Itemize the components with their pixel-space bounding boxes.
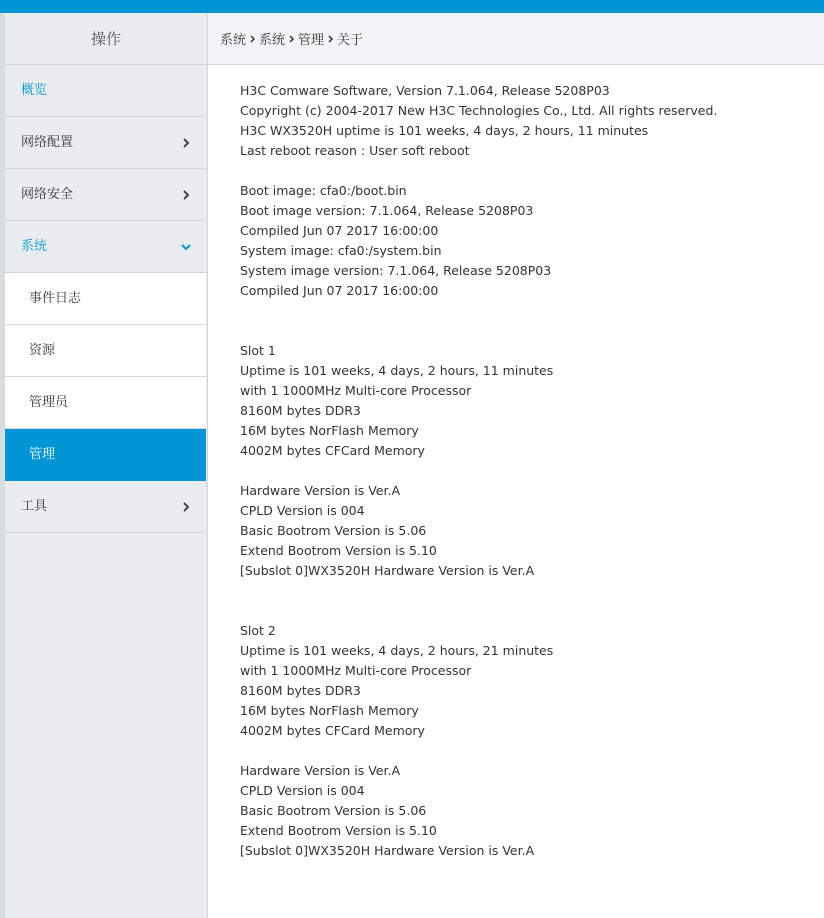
breadcrumb-separator-icon (326, 34, 335, 44)
sidebar-item-label: 概览 (21, 83, 48, 98)
info-line: Hardware Version is Ver.A (240, 763, 401, 778)
about-info-text (240, 81, 810, 861)
sidebar-item-7[interactable] (5, 429, 206, 481)
sidebar-item-8[interactable] (5, 481, 206, 533)
info-line: Slot 2 (240, 623, 276, 638)
info-line: System image: cfa0:/system.bin (240, 243, 442, 258)
sidebar-item-label: 网络配置 (21, 135, 74, 150)
info-line: CPLD Version is 004 (240, 783, 365, 798)
sidebar-edge (0, 13, 5, 918)
info-line: H3C Comware Software, Version 7.1.064, Release 5208P03 (240, 83, 610, 98)
info-line: CPLD Version is 004 (240, 503, 365, 518)
info-line (240, 601, 810, 621)
info-line: Uptime is 101 weeks, 4 days, 2 hours, 11 minutes (240, 363, 554, 378)
info-line (240, 301, 810, 321)
info-line: Compiled Jun 07 2017 16:00:00 (240, 223, 439, 238)
sidebar-item-2[interactable] (5, 169, 206, 221)
chevron-right-icon (180, 169, 192, 221)
sidebar-item-label: 资源 (29, 343, 56, 358)
info-line: Last reboot reason : User soft reboot (240, 143, 470, 158)
chevron-down-icon (180, 221, 192, 273)
breadcrumb-item-2[interactable]: 管理 (298, 33, 325, 48)
sidebar (0, 13, 208, 918)
info-line: Hardware Version is Ver.A (240, 483, 401, 498)
info-line: 4002M bytes CFCard Memory (240, 723, 425, 738)
breadcrumb-item-0[interactable]: 系统 (220, 33, 247, 48)
breadcrumb-item-3: 关于 (337, 33, 364, 48)
sidebar-item-0[interactable] (5, 65, 206, 117)
info-line: Slot 1 (240, 343, 276, 358)
info-line: 8160M bytes DDR3 (240, 683, 361, 698)
sidebar-item-4[interactable] (5, 273, 206, 325)
info-line: Basic Bootrom Version is 5.06 (240, 803, 427, 818)
sidebar-nav (5, 65, 206, 533)
info-line: H3C WX3520H uptime is 101 weeks, 4 days, 2 hours, 11 minutes (240, 123, 649, 138)
info-line: 4002M bytes CFCard Memory (240, 443, 425, 458)
info-line: Copyright (c) 2004-2017 New H3C Technologies Co., Ltd. All rights reserved. (240, 103, 718, 118)
info-line: Compiled Jun 07 2017 16:00:00 (240, 283, 439, 298)
info-line: Extend Bootrom Version is 5.10 (240, 823, 437, 838)
breadcrumb-separator-icon (248, 34, 257, 44)
info-line: System image version: 7.1.064, Release 5208P03 (240, 263, 552, 278)
sidebar-item-label: 工具 (21, 499, 48, 514)
chevron-right-icon (180, 481, 192, 533)
info-line (240, 581, 810, 601)
sidebar-item-label: 管理 (29, 447, 56, 462)
info-line: 8160M bytes DDR3 (240, 403, 361, 418)
info-line: Uptime is 101 weeks, 4 days, 2 hours, 21 minutes (240, 643, 554, 658)
breadcrumb-separator-icon (287, 34, 296, 44)
info-line (240, 161, 810, 181)
sidebar-item-label: 网络安全 (21, 187, 74, 202)
sidebar-item-6[interactable] (5, 377, 206, 429)
info-line: Basic Bootrom Version is 5.06 (240, 523, 427, 538)
breadcrumb (208, 13, 824, 65)
info-line: [Subslot 0]WX3520H Hardware Version is Ver.A (240, 843, 535, 858)
info-line: with 1 1000MHz Multi-core Processor (240, 383, 472, 398)
sidebar-item-3[interactable] (5, 221, 206, 273)
top-banner (0, 0, 824, 13)
info-line (240, 461, 810, 481)
info-line: Extend Bootrom Version is 5.10 (240, 543, 437, 558)
info-line: Boot image version: 7.1.064, Release 5208P03 (240, 203, 534, 218)
chevron-right-icon (180, 117, 192, 169)
info-line: [Subslot 0]WX3520H Hardware Version is Ver.A (240, 563, 535, 578)
sidebar-item-label: 事件日志 (29, 291, 82, 306)
sidebar-header: 操作 (5, 13, 207, 65)
sidebar-item-label: 管理员 (29, 395, 69, 410)
info-line (240, 321, 810, 341)
sidebar-item-1[interactable] (5, 117, 206, 169)
info-line: with 1 1000MHz Multi-core Processor (240, 663, 472, 678)
info-line: Boot image: cfa0:/boot.bin (240, 183, 407, 198)
sidebar-item-label: 系统 (21, 239, 48, 254)
breadcrumb-item-1[interactable]: 系统 (259, 33, 286, 48)
sidebar-item-5[interactable] (5, 325, 206, 377)
info-line (240, 741, 810, 761)
info-line: 16M bytes NorFlash Memory (240, 703, 419, 718)
info-line: 16M bytes NorFlash Memory (240, 423, 419, 438)
